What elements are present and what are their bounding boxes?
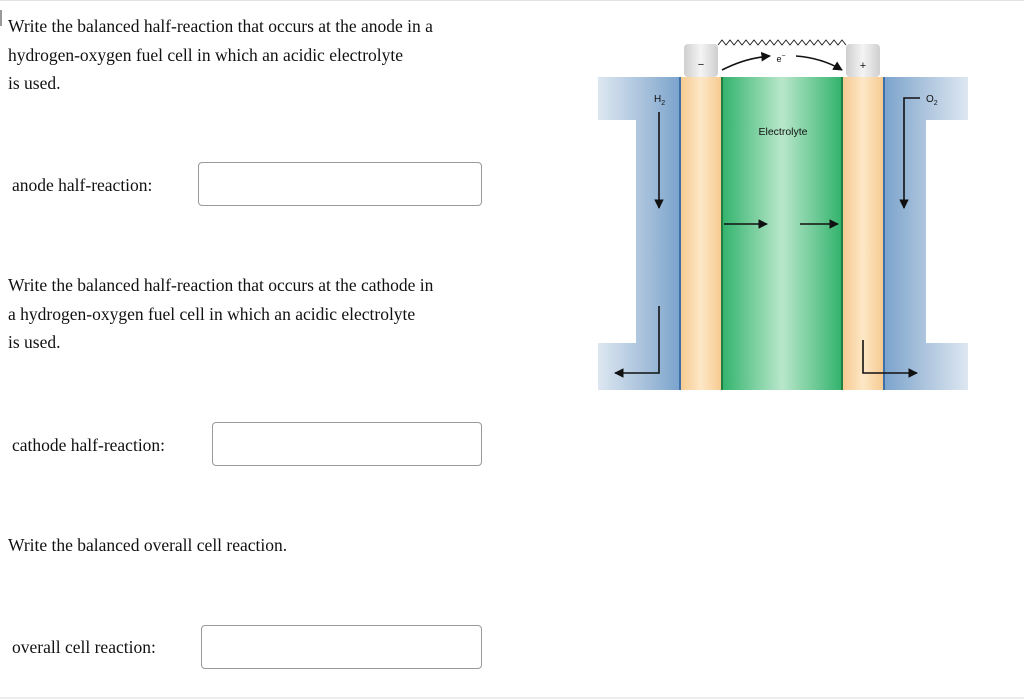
positive-terminal-sign: + bbox=[859, 60, 867, 72]
fuel-cell-diagram bbox=[596, 30, 972, 396]
electrolyte-region bbox=[722, 77, 842, 390]
cathode-question-line-2: a hydrogen-oxygen fuel cell in which an acidic electrolyte bbox=[8, 303, 416, 324]
cathode-question-line-1: Write the balanced half-reaction that occurs at the cathode in bbox=[8, 275, 434, 295]
fuel-symbol: H bbox=[654, 94, 662, 105]
overall-cell-reaction-label: overall cell reaction: bbox=[12, 637, 156, 657]
cathode-half-reaction-label: cathode half-reaction: bbox=[12, 435, 166, 455]
negative-terminal-sign: − bbox=[697, 59, 705, 71]
electron-charge: − bbox=[781, 53, 786, 60]
external-circuit-wire bbox=[718, 40, 846, 45]
anode-question-line-2: hydrogen-oxygen fuel cell in which an acidic electrolyte bbox=[8, 44, 404, 65]
question-marker bbox=[0, 10, 2, 26]
anode-question-line-1: Write the balanced half-reaction that occurs at the anode in a bbox=[8, 16, 433, 36]
fuel-channel bbox=[598, 77, 680, 390]
overall-question-text bbox=[8, 531, 287, 560]
fuel-subscript: 2 bbox=[661, 100, 666, 107]
oxidant-symbol: O bbox=[926, 94, 934, 105]
overall-cell-reaction-input[interactable] bbox=[201, 625, 482, 669]
electron-symbol: e bbox=[776, 54, 782, 64]
cathode-question-text bbox=[8, 271, 433, 357]
electron-flow-arrow-left bbox=[722, 56, 770, 70]
oxidant-subscript: 2 bbox=[933, 100, 938, 107]
electron-flow-arrow-right bbox=[796, 56, 842, 70]
anode-question-line-3: is used. bbox=[8, 73, 61, 93]
electrolyte-label: Electrolyte bbox=[758, 126, 808, 138]
anode-half-reaction-input[interactable] bbox=[198, 162, 482, 206]
anode-electrode bbox=[680, 77, 722, 390]
overall-question-line-1: Write the balanced overall cell reaction. bbox=[8, 535, 288, 555]
anode-half-reaction-label: anode half-reaction: bbox=[12, 175, 153, 195]
electron-label bbox=[776, 53, 785, 64]
top-divider bbox=[0, 0, 1024, 1]
cathode-half-reaction-input[interactable] bbox=[212, 422, 482, 466]
oxidant-channel bbox=[884, 77, 968, 390]
anode-question-text bbox=[8, 12, 433, 98]
cathode-question-line-3: is used. bbox=[8, 332, 61, 352]
